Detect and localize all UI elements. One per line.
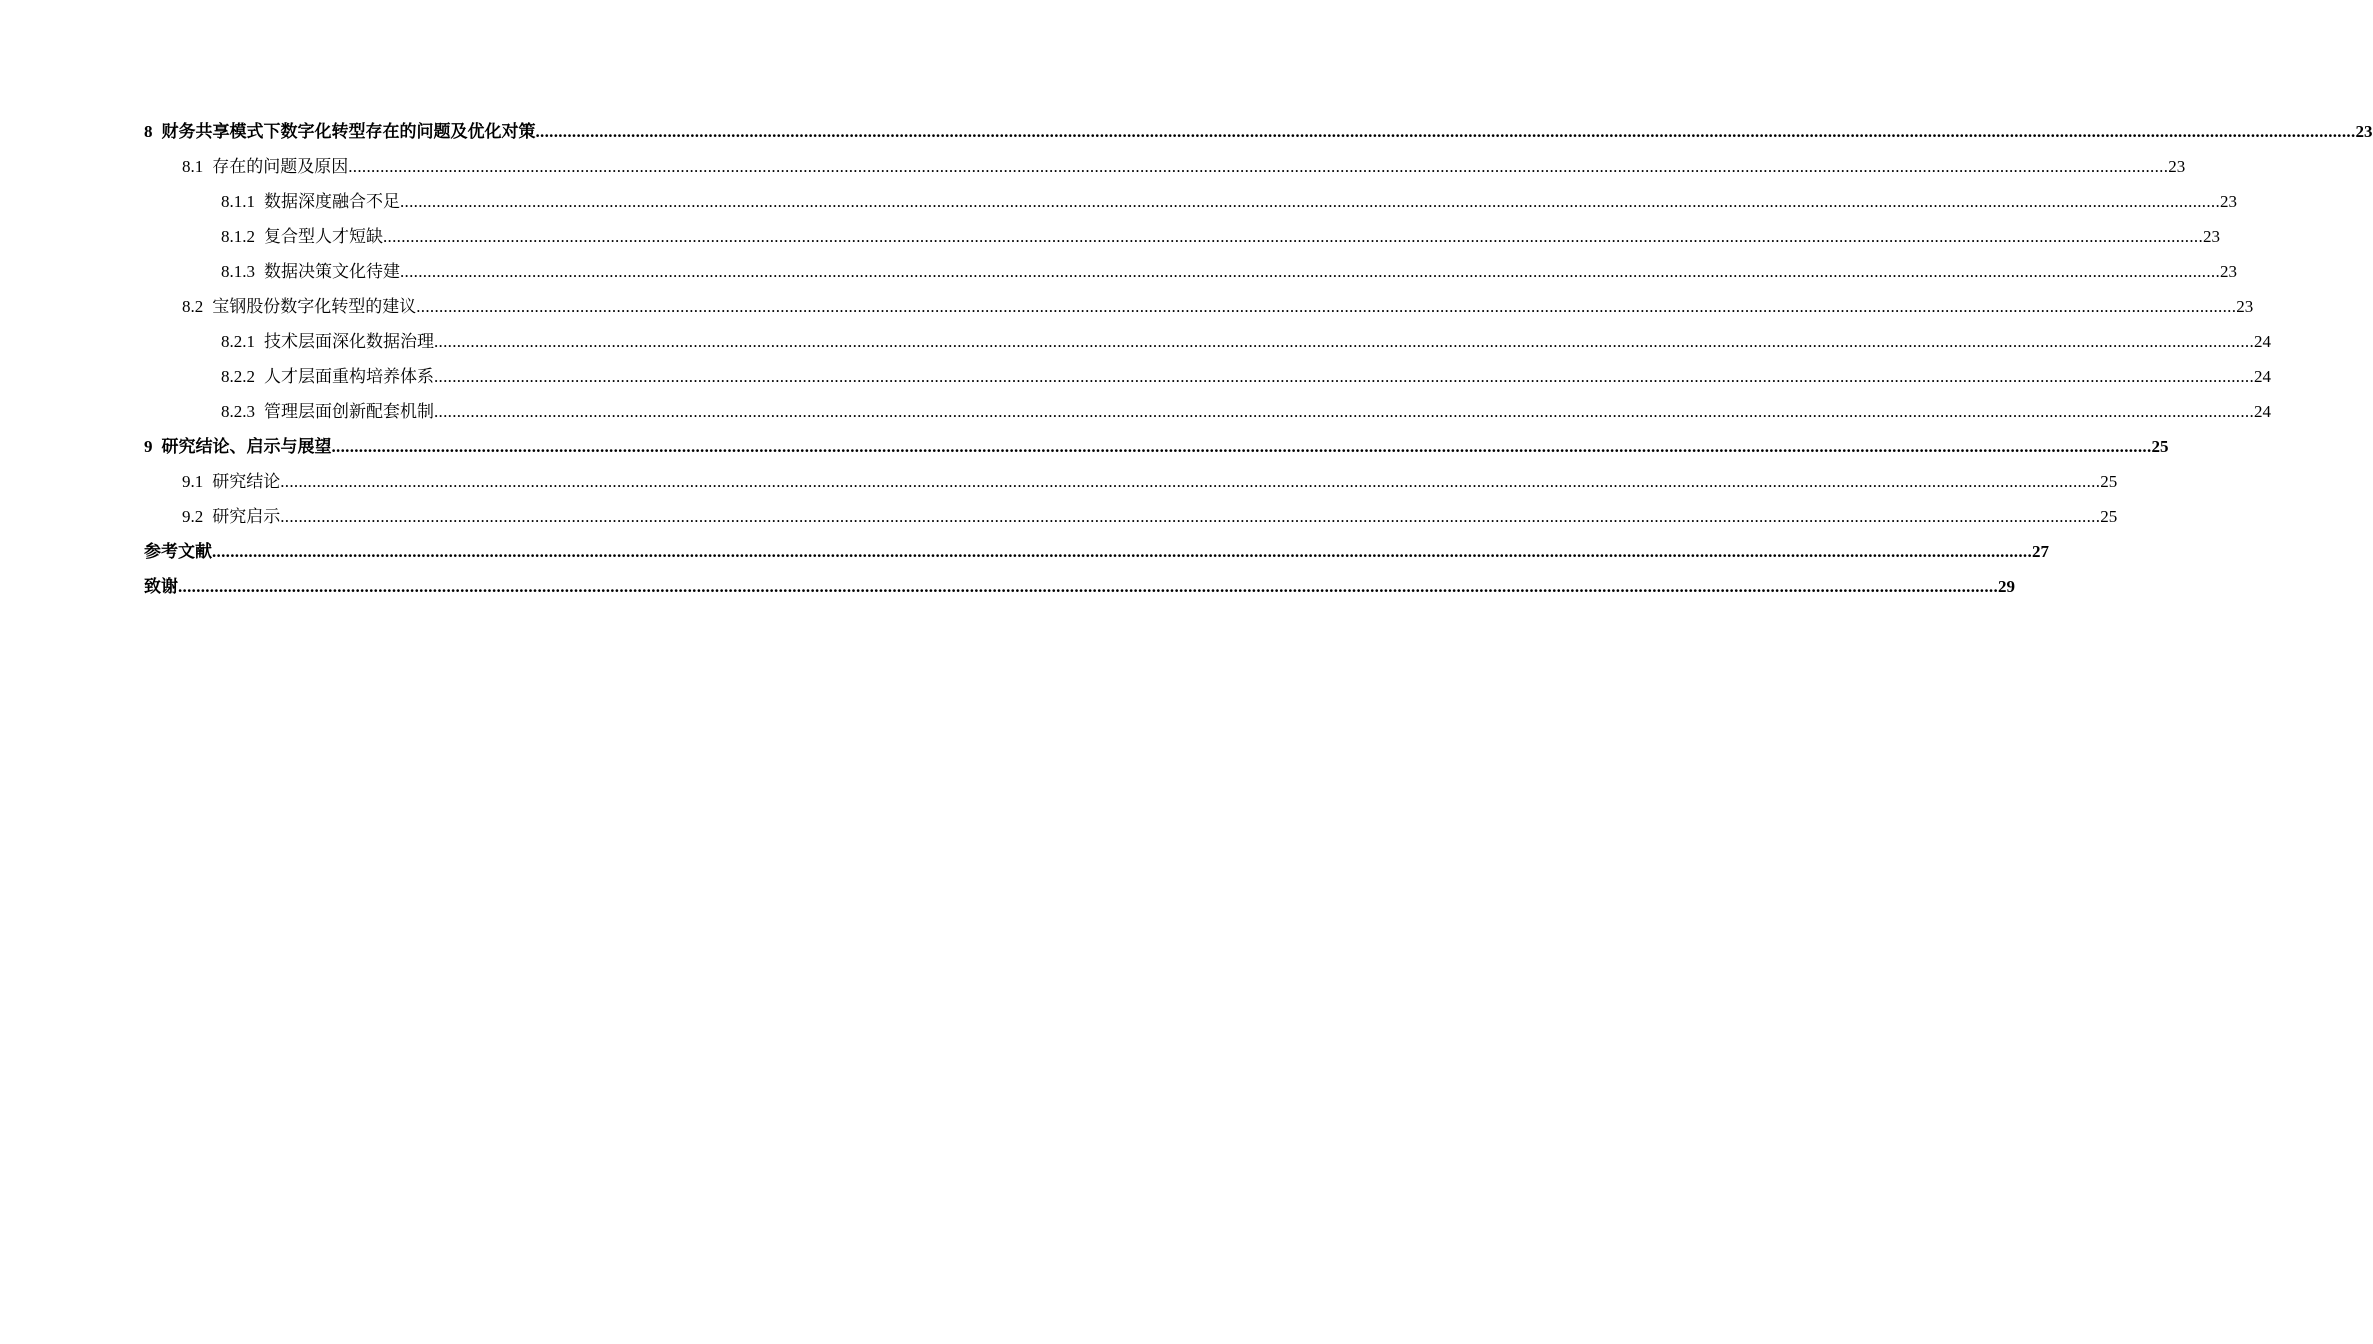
toc-dot-leader: ................................................................................................................................................................................................................................................................................................................................................................................................................ <box>400 192 2220 211</box>
toc-entry-title: 研究结论 <box>212 472 281 491</box>
toc-entry-number: 8.2.1 <box>221 332 255 351</box>
toc-dot-leader: ................................................................................................................................................................................................................................................................................................................................................................................................................ <box>280 472 2101 491</box>
toc-entry[interactable] <box>144 499 2118 534</box>
toc-dot-leader: ................................................................................................................................................................................................................................................................................................................................................................................................................ <box>416 297 2237 316</box>
toc-entry[interactable] <box>144 289 2254 324</box>
toc-entry-number: 8 <box>144 122 153 141</box>
toc-entry-page-number: 23 <box>2168 157 2186 176</box>
toc-dot-leader: ................................................................................................................................................................................................................................................................................................................................................................................................................ <box>434 402 2254 421</box>
toc-dot-leader: ................................................................................................................................................................................................................................................................................................................................................................................................................ <box>434 332 2254 351</box>
toc-entry[interactable] <box>144 464 2118 499</box>
toc-entry[interactable] <box>144 324 2271 359</box>
toc-entry-page-number: 25 <box>2100 507 2118 526</box>
toc-entry-page-number: 25 <box>2151 437 2169 456</box>
toc-dot-leader: ................................................................................................................................................................................................................................................................................................................................................................................................................ <box>212 542 2032 561</box>
toc-entry-title: 宝钢股份数字化转型的建议 <box>212 297 417 316</box>
toc-entry[interactable] <box>144 569 2015 604</box>
toc-entry-page-number: 23 <box>2203 227 2220 246</box>
toc-entry-title: 技术层面深化数据治理 <box>264 332 434 351</box>
toc-dot-leader: ................................................................................................................................................................................................................................................................................................................................................................................................................ <box>383 227 2203 246</box>
toc-entry-number: 8.1.3 <box>221 262 255 281</box>
toc-entry-number: 8.1.2 <box>221 227 255 246</box>
toc-entry-title: 管理层面创新配套机制 <box>264 402 434 421</box>
toc-entry-page-number: 25 <box>2100 472 2118 491</box>
toc-entry[interactable] <box>144 394 2271 429</box>
toc-dot-leader: ................................................................................................................................................................................................................................................................................................................................................................................................................ <box>348 157 2169 176</box>
toc-entry[interactable] <box>144 219 2220 254</box>
toc-entry-title: 财务共享模式下数字化转型存在的问题及优化对策 <box>161 122 536 141</box>
toc-entry-title: 数据深度融合不足 <box>264 192 400 211</box>
toc-entry-page-number: 23 <box>2355 122 2373 141</box>
toc-entry-number: 8.1.1 <box>221 192 255 211</box>
toc-dot-leader: ................................................................................................................................................................................................................................................................................................................................................................................................................ <box>434 367 2254 386</box>
toc-entry[interactable] <box>144 149 2186 184</box>
table-of-contents <box>144 114 2373 604</box>
toc-entry-title: 人才层面重构培养体系 <box>264 367 434 386</box>
toc-entry-number: 8.1 <box>182 157 204 176</box>
toc-entry-page-number: 23 <box>2220 262 2237 281</box>
toc-entry-number: 9.1 <box>182 472 204 491</box>
toc-dot-leader: ................................................................................................................................................................................................................................................................................................................................................................................................................ <box>178 577 1998 596</box>
toc-entry[interactable] <box>144 184 2237 219</box>
toc-entry-title: 研究启示 <box>212 507 281 526</box>
toc-dot-leader: ................................................................................................................................................................................................................................................................................................................................................................................................................ <box>400 262 2220 281</box>
toc-entry-title: 存在的问题及原因 <box>212 157 349 176</box>
toc-entry-page-number: 24 <box>2254 332 2271 351</box>
toc-entry-title: 数据决策文化待建 <box>264 262 400 281</box>
toc-entry-page-number: 23 <box>2220 192 2237 211</box>
toc-entry-page-number: 24 <box>2254 367 2271 386</box>
toc-entry-number: 8.2.2 <box>221 367 255 386</box>
toc-entry-page-number: 24 <box>2254 402 2271 421</box>
toc-entry-page-number: 27 <box>2032 542 2049 561</box>
toc-entry-title: 参考文献 <box>144 542 212 561</box>
toc-entry-title: 复合型人才短缺 <box>264 227 383 246</box>
toc-entry-number: 9 <box>144 437 153 456</box>
toc-dot-leader: ................................................................................................................................................................................................................................................................................................................................................................................................................ <box>331 437 2152 456</box>
toc-entry-page-number: 29 <box>1998 577 2015 596</box>
toc-entry[interactable] <box>144 429 2169 464</box>
toc-entry[interactable] <box>144 359 2271 394</box>
toc-entry[interactable] <box>144 534 2049 569</box>
toc-entry-number: 9.2 <box>182 507 204 526</box>
toc-entry[interactable] <box>144 114 2373 149</box>
toc-dot-leader: ................................................................................................................................................................................................................................................................................................................................................................................................................ <box>535 122 2356 141</box>
toc-entry-title: 研究结论、启示与展望 <box>161 437 332 456</box>
toc-entry-page-number: 23 <box>2236 297 2254 316</box>
toc-entry-title: 致谢 <box>144 577 178 596</box>
toc-entry-number: 8.2 <box>182 297 204 316</box>
toc-entry-number: 8.2.3 <box>221 402 255 421</box>
toc-entry[interactable] <box>144 254 2237 289</box>
toc-dot-leader: ................................................................................................................................................................................................................................................................................................................................................................................................................ <box>280 507 2101 526</box>
